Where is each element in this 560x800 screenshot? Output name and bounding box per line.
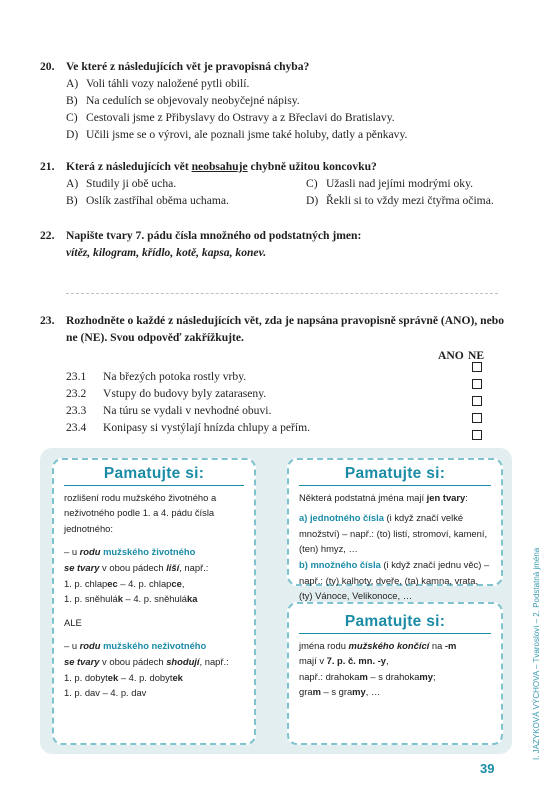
option-a: A) Voli táhli vozy naložené pytli obilí. — [66, 77, 250, 90]
question-text: Která z následujících vět neobsahuje chybně užitou koncovku? — [66, 160, 377, 173]
answer-line[interactable] — [66, 293, 498, 294]
example: 1. p. chlapec – 4. p. chlapce, — [64, 577, 185, 589]
card-title: Pamatujte si: — [344, 465, 446, 482]
option-d: D) Řekli si to vždy mezi čtyřma očima. — [306, 194, 494, 207]
singular-rule: a) jednotného čísla (i když značí velké množství) – např.: (to) listí, stromoví, kamení, (ten) hmyz, … — [299, 512, 488, 555]
rule-line: mají v 7. p. č. mn. -y, — [299, 655, 389, 667]
yes-checkbox[interactable] — [472, 379, 482, 389]
example: 1. p. sněhulák – 4. p. sněhuláka — [64, 593, 198, 605]
question-22 — [40, 227, 510, 261]
animate-rule: – u rodu mužského životného se tvary v obou pádech liší, např.: — [64, 546, 209, 573]
option-b: B) Na cedulích se objevovaly neobyčejné nápisy. — [66, 94, 300, 107]
question-23 — [40, 312, 510, 346]
statement-list — [40, 368, 510, 436]
yes-label: ANO — [438, 349, 464, 362]
example: 1. p. dav – 4. p. dav — [64, 687, 147, 699]
page-number: 39 — [480, 761, 495, 776]
card-divider — [64, 485, 244, 486]
card-title: Pamatujte si: — [103, 465, 205, 482]
inanimate-rule: – u rodu mužského neživotného se tvary v obou pádech shodují, např.: — [64, 640, 229, 667]
card-divider — [299, 633, 491, 634]
statement-row: 23.4 Konipasy si vystýlají hnízda chlupy a peřím. — [40, 419, 510, 436]
option-c: C) Užasli nad jejími modrými oky. — [306, 177, 474, 190]
yes-checkbox[interactable] — [472, 396, 482, 406]
option-b: B) Oslík zastříhal oběma uchama. — [66, 194, 229, 207]
question-20 — [40, 58, 510, 143]
card-intro: Některá podstatná jména mají jen tvary: — [299, 491, 468, 503]
memo-card-number — [287, 458, 503, 602]
option-a: A) Studily ji obě ucha. — [66, 177, 177, 190]
statement-row: 23.1 Na březých potoka rostly vrby. — [40, 368, 510, 385]
example: gram – s gramy, … — [299, 686, 381, 698]
question-number: 20. — [40, 60, 55, 73]
question-number: 21. — [40, 160, 55, 173]
question-number: 22. — [40, 229, 55, 242]
card-intro: rozlišení rodu mužského životného a neživotného podle 1. a 4. pádu čísla jednotného: — [64, 491, 217, 534]
statement-row: 23.3 Na túru se vydali v nevhodné obuvi. — [40, 402, 510, 419]
no-checkbox[interactable] — [472, 430, 482, 440]
ale-label: ALE — [64, 616, 82, 628]
option-d: D) Učili jsme se o výrovi, ale poznali jsme také holuby, datly a pěnkavy. — [66, 128, 408, 141]
question-text: Ve které z následujících vět je pravopisná chyba? — [66, 60, 310, 73]
question-21 — [40, 158, 510, 209]
memo-card-instrumental — [287, 602, 503, 745]
card-divider — [299, 485, 491, 486]
example: 1. p. dobytek – 4. p. dobytek — [64, 671, 183, 683]
plural-rule: b) množného čísla (i když značí jednu věc) – např.: (ty) kalhoty, dveře, (ta) kamna, vrata, (ty) Vánoce, Velikonoce, … — [299, 558, 490, 602]
question-number: 23. — [40, 314, 55, 327]
yes-checkbox[interactable] — [472, 413, 482, 423]
yes-checkbox[interactable] — [472, 362, 482, 372]
word-list: vítěz, kilogram, křídlo, kotě, kapsa, konev. — [66, 246, 267, 259]
section-label: I. JAZYKOVÁ VÝCHOVA – Tvarosloví – 2. Podstatná jména — [532, 547, 541, 760]
option-c: C) Cestovali jsme z Přibyslavy do Ostravy a z Břeclavi do Bratislavy. — [66, 111, 395, 124]
memo-card-gender — [52, 458, 256, 745]
example: např.: drahokam – s drahokamy; — [299, 670, 436, 682]
statement-row: 23.2 Vstupy do budovy byly zataraseny. — [40, 385, 510, 402]
question-text: Napište tvary 7. pádu čísla množného od podstatných jmen: — [66, 229, 362, 242]
no-label: NE — [468, 349, 485, 362]
question-text: Rozhodněte o každé z následujících vět, zda je napsána pravopisně správně (ANO), nebo ne (NE). Svou odpověď zakřížkujte. — [66, 314, 504, 344]
rule-line: jména rodu mužského končící na -m — [299, 639, 457, 651]
card-title: Pamatujte si: — [344, 613, 446, 630]
